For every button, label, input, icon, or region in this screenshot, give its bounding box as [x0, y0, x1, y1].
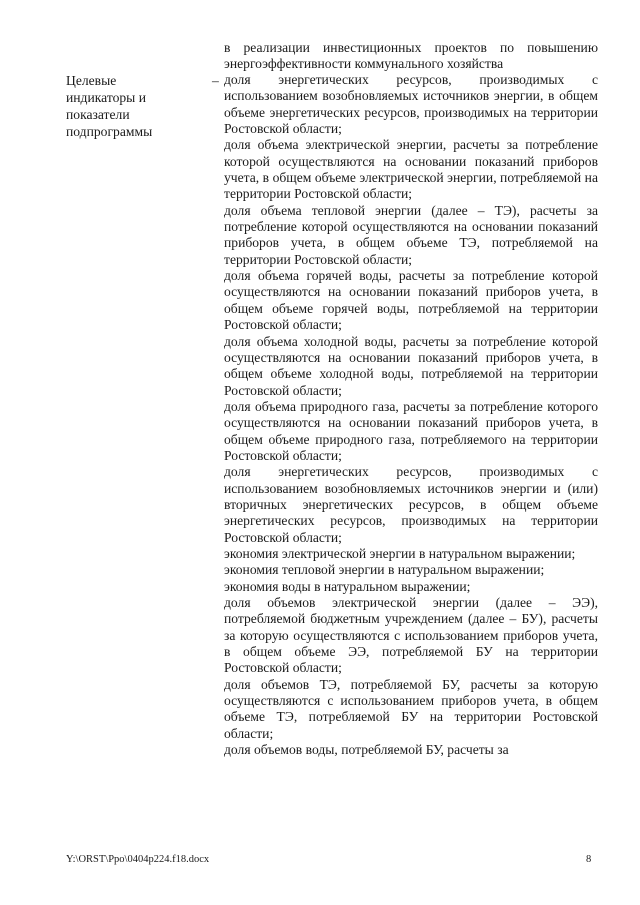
label-dash: – — [212, 73, 219, 88]
footer-page-number: 8 — [586, 854, 592, 865]
indicator-item: доля объема электрической энергии, расчеты за потребление которой осуществляются на основании показаний приборов учета, в общем объеме электрической энергии, потребляемой на территории Ростовской области; — [224, 137, 598, 202]
label-line: индикаторы и — [66, 90, 146, 105]
indicator-item: доля энергетических ресурсов, производимых с использованием возобновляемых источников энергии и (или) вторичных энергетических ресурсов, в общем объеме энергетических ресурсов, производимых на территории Ростовской области; — [224, 464, 598, 545]
label-line: показатели — [66, 107, 130, 122]
indicator-list — [224, 72, 598, 758]
intro-text: в реализации инвестиционных проектов по повышению энергоэффективности коммунального хозяйства — [224, 40, 598, 71]
indicator-item: доля объема холодной воды, расчеты за потребление которой осуществляются на основании показаний приборов учета, в общем объеме холодной воды, потребляемой на территории Ростовской области; — [224, 333, 598, 398]
indicator-item: доля объема тепловой энергии (далее – ТЭ), расчеты за потребление которой осуществляются на основании показаний приборов учета, в общем объеме ТЭ, потребляемой на территории Ростовской области; — [224, 202, 598, 267]
indicator-item: доля объемов электрической энергии (далее – ЭЭ), потребляемой бюджетным учреждением (далее – БУ), расчеты за которую осуществляются с использованием приборов учета, в общем объеме ЭЭ, потребляемой БУ на территории Ростовской области; — [224, 595, 598, 676]
intro-paragraph — [224, 40, 598, 72]
indicator-item: доля объемов ТЭ, потребляемой БУ, расчеты за которую осуществляются с использованием приборов учета, в общем объеме ТЭ, потребляемой БУ на территории Ростовской области; — [224, 676, 598, 741]
label-line: Целевые — [66, 73, 117, 88]
indicator-item: доля объема горячей воды, расчеты за потребление которой осуществляются на основании показаний приборов учета, в общем объеме горячей воды, потребляемой на территории Ростовской области; — [224, 268, 598, 333]
indicator-item: доля объемов воды, потребляемой БУ, расчеты за — [224, 742, 509, 758]
indicator-item: доля объема природного газа, расчеты за потребление которого осуществляются на основании показаний приборов учета, в общем объеме природного газа, потребляемого на территории Ростовской области; — [224, 398, 598, 463]
label-line: подпрограммы — [66, 124, 153, 139]
indicator-item: экономия воды в натуральном выражении; — [224, 578, 471, 594]
indicator-item: экономия тепловой энергии в натуральном выражении; — [224, 562, 545, 578]
indicator-item: экономия электрической энергии в натуральном выражении; — [224, 545, 576, 561]
footer-file-path: Y:\ORST\Ppo\0404p224.f18.docx — [66, 854, 210, 865]
row-label — [66, 72, 206, 140]
indicator-item: доля энергетических ресурсов, производимых с использованием возобновляемых источников энергии, в общем объеме энергетических ресурсов, производимых на территории Ростовской области; — [224, 72, 598, 137]
